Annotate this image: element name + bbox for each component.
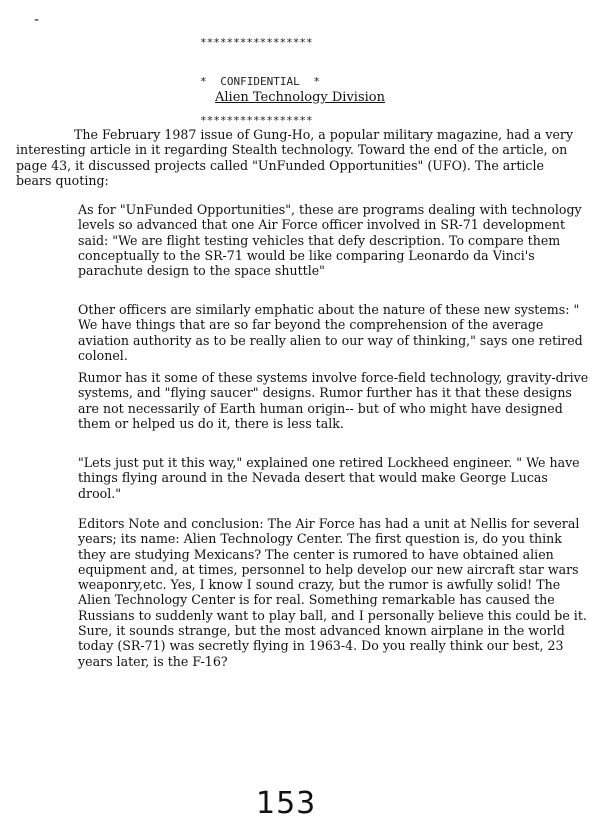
quote-paragraph-2: Other officers are similarly emphatic about the nature of these new systems: " We have things that are so far beyond the comprehension of the average aviation authority as to be really alien to our way of thinking," says one retired colonel. xyxy=(78,302,583,363)
stamp-label: CONFIDENTIAL xyxy=(220,75,300,88)
document-title: Alien Technology Division xyxy=(214,90,385,105)
stamp-side-right: * xyxy=(313,75,320,88)
stamp-side-left: * xyxy=(200,75,207,88)
editors-note-paragraph: Editors Note and conclusion: The Air Force has had a unit at Nellis for several years; its name: Alien Technology Center. The first question is, do you think they are studying Mexicans? The center is rumored to have obtained alien equipment and, at times, personnel to help develop our new aircraft star wars weaponry,etc. Yes, I know I sound crazy, but the rumor is awfully solid! The Alien Technology Center is for real. Something remarkable has caused the Russians to suddenly want to play ball, and I personally believe this could be it. Sure, it sounds strange, but the most advanced known airplane in the world today (SR-71) was secretly flying in 1963-4. Do you really think our best, 23 years later, is the F-16? xyxy=(78,516,587,669)
confidential-stamp xyxy=(200,10,340,140)
quote-paragraph-4: "Lets just put it this way," explained one retired Lockheed engineer. " We have things flying around in the Nevada desert that would make George Lucas drool." xyxy=(78,455,580,501)
corner-mark: - xyxy=(34,10,40,28)
intro-paragraph: The February 1987 issue of Gung-Ho, a popular military magazine, had a very interesting article in it regarding Stealth technology. Toward the end of the article, on page 43, it discussed projects called "UnFunded Opportunities" (UFO). The article bears quoting: xyxy=(16,127,574,188)
page-number: 153 xyxy=(256,786,317,821)
stamp-border-top: ***************** xyxy=(200,36,313,49)
quote-paragraph-1: As for "UnFunded Opportunities", these are programs dealing with technology levels so advanced that one Air Force officer involved in SR-71 development said: "We are flight testing vehicles that defy description. To compare them conceptually to the SR-71 would be like comparing Leonardo da Vinci's parachute design to the space shuttle" xyxy=(78,202,582,279)
quote-paragraph-3: Rumor has it some of these systems involve force-field technology, gravity-drive systems, and "flying saucer" designs. Rumor further has it that these designs are not necessarily of Earth human origin-- but of who might have designed them or helped us do it, there is less talk. xyxy=(78,370,589,431)
stamp-border-bottom: ***************** xyxy=(200,114,313,127)
